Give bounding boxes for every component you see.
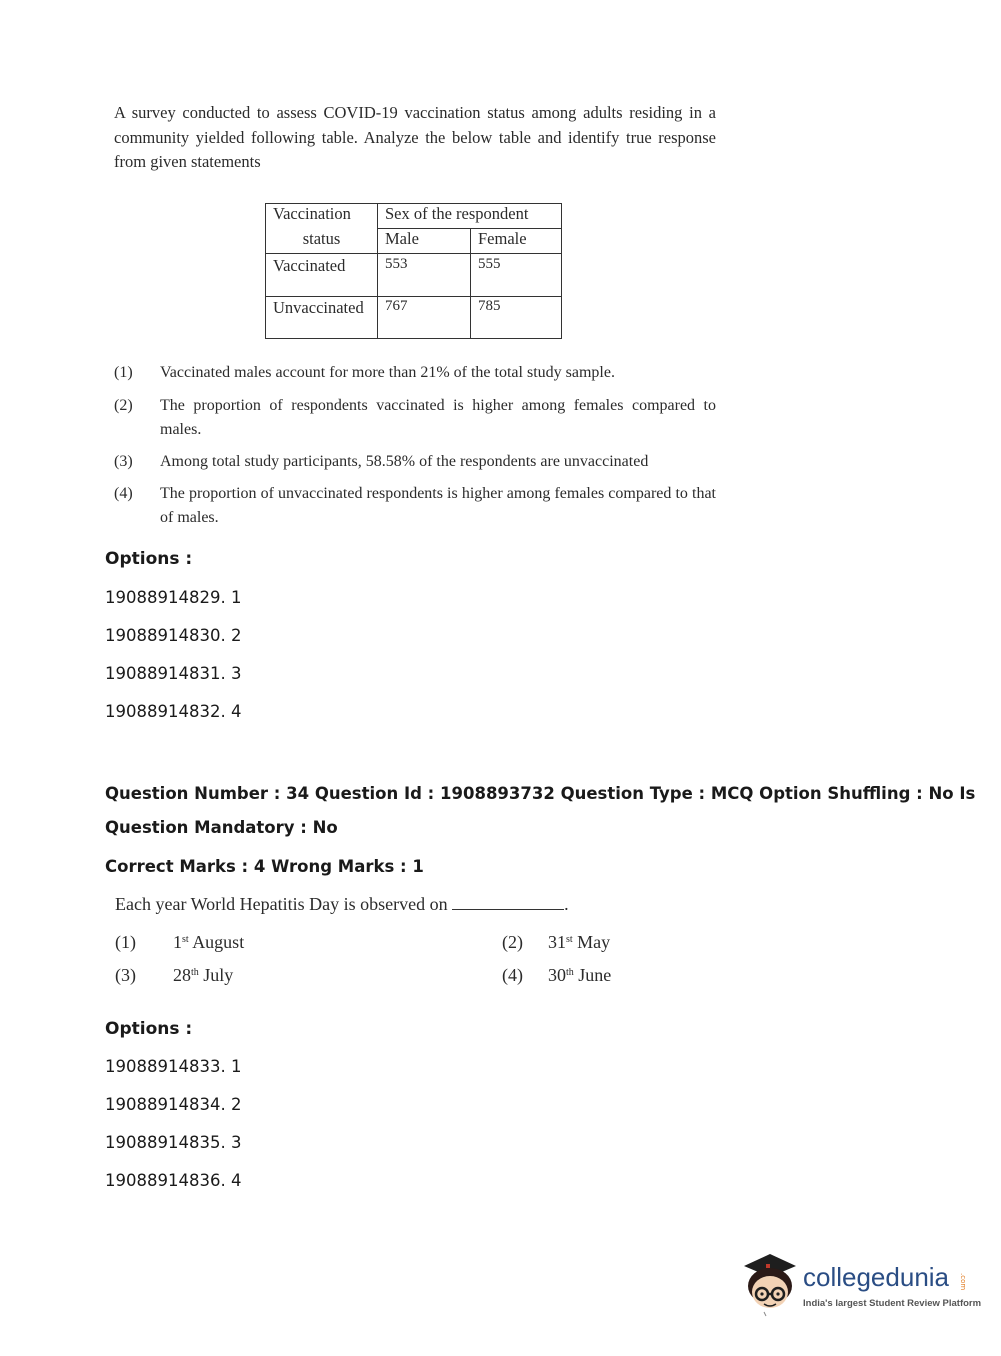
option-item: 19088914835. 3 (105, 1133, 242, 1152)
cell-male: 553 (378, 254, 471, 297)
vaccination-table (265, 203, 562, 339)
choice-text: 30th June (548, 965, 612, 985)
q34-stem (115, 891, 569, 915)
logo-tagline: India's largest Student Review Platform (803, 1298, 982, 1309)
choice-number: (4) (502, 965, 523, 985)
statement-text: The proportion of unvaccinated respondents is higher among females compared to that of males. (160, 485, 716, 526)
table-header-male: Male (378, 229, 471, 254)
table-header-sex: Sex of the respondent (378, 204, 562, 229)
choice-number: (3) (115, 965, 136, 985)
q34-stem-end: . (564, 894, 569, 914)
answer-blank (452, 891, 564, 910)
option-item: 19088914833. 1 (105, 1057, 242, 1076)
q34-stem-text: Each year World Hepatitis Day is observed on (115, 894, 448, 914)
option-item: 19088914831. 3 (105, 664, 242, 683)
q33-stem: A survey conducted to assess COVID-19 vaccination status among adults residing in a community yielded following table. Analyze the below table and identify true response from given statements (114, 103, 716, 171)
statement-number: (2) (114, 397, 133, 414)
statement-text: Vaccinated males account for more than 21% of the total study sample. (160, 364, 615, 381)
option-item: 19088914832. 4 (105, 702, 242, 721)
statement-item (114, 394, 716, 442)
table-header-female: Female (471, 229, 562, 254)
choice-text: 31st May (548, 932, 611, 952)
statement-text: Among total study participants, 58.58% of the respondents are unvaccinated (160, 453, 649, 470)
statement-text: The proportion of respondents vaccinated is higher among females compared to males. (160, 397, 716, 438)
table-row (266, 297, 562, 339)
table-header-status-line1: Vaccination (266, 204, 378, 229)
option-item: 19088914830. 2 (105, 626, 242, 645)
row-label: Vaccinated (266, 254, 378, 297)
statement-item (114, 482, 716, 530)
table-header-status-line2: status (266, 229, 378, 254)
statement-number: (4) (114, 485, 133, 502)
cell-male: 767 (378, 297, 471, 339)
question-mandatory: Question Mandatory : No (105, 818, 338, 837)
options-heading: Options : (105, 549, 193, 569)
options-heading: Options : (105, 1019, 193, 1039)
choice-number: (2) (502, 932, 523, 952)
statement-item (114, 450, 716, 474)
table-row (266, 254, 562, 297)
row-label: Unvaccinated (266, 297, 378, 339)
question-marks: Correct Marks : 4 Wrong Marks : 1 (105, 857, 424, 876)
option-item: 19088914834. 2 (105, 1095, 242, 1114)
choice-number: (1) (115, 932, 136, 952)
option-item: 19088914836. 4 (105, 1171, 242, 1190)
statement-number: (3) (114, 453, 133, 470)
cell-female: 555 (471, 254, 562, 297)
question-meta: Question Number : 34 Question Id : 1908893732 Question Type : MCQ Option Shuffling : No Is (105, 784, 976, 803)
choice-text: 28th July (173, 965, 234, 985)
option-item: 19088914829. 1 (105, 588, 242, 607)
choice-text: 1st August (173, 932, 245, 952)
logo-com: .com (959, 1273, 967, 1291)
logo-wordmark: collegedunia (803, 1262, 950, 1292)
statement-item (114, 361, 716, 385)
statement-number: (1) (114, 364, 133, 381)
cell-female: 785 (471, 297, 562, 339)
